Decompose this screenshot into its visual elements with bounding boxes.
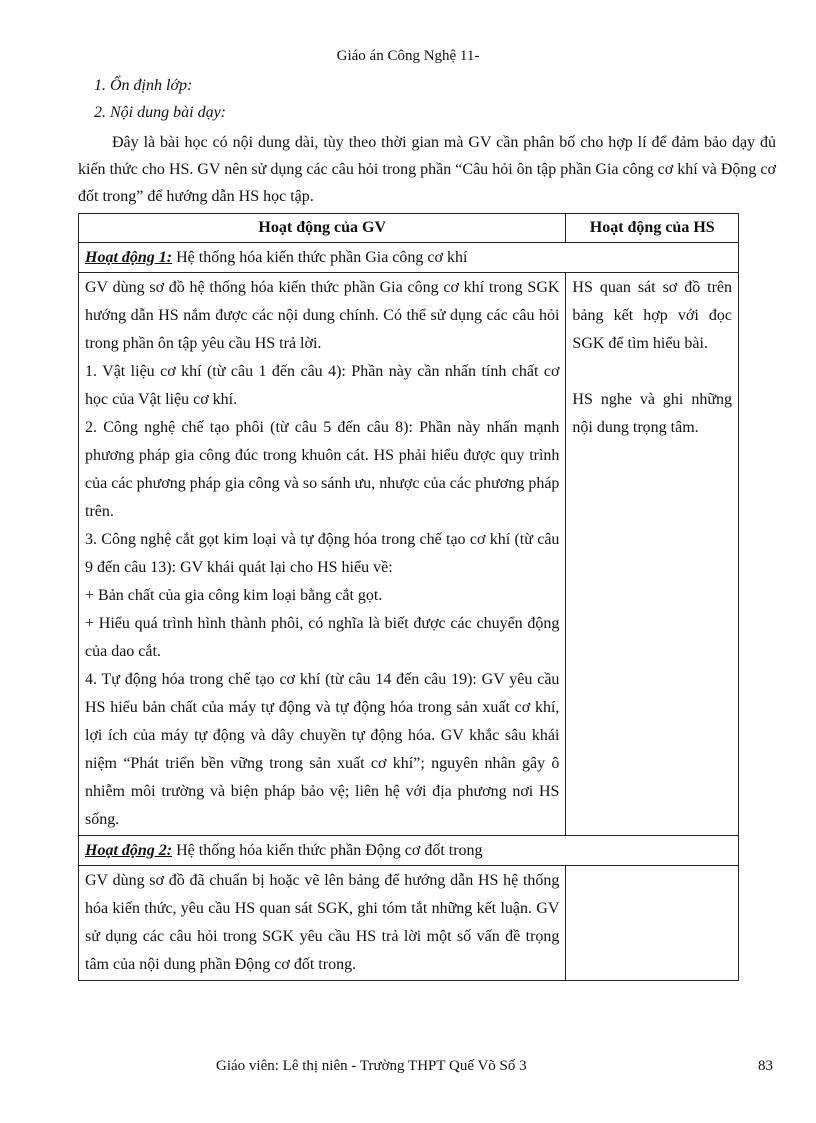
activity2-title-row xyxy=(79,836,739,866)
activity1-title-row xyxy=(79,243,739,273)
activity2-title xyxy=(79,836,739,866)
activity2-title-text: Hệ thống hóa kiến thức phần Động cơ đốt trong xyxy=(172,842,483,859)
activity2-hs-cell xyxy=(566,866,739,981)
activity1-content-row xyxy=(79,273,739,836)
activity1-gv-paragraph: 2. Công nghệ chế tạo phôi (từ câu 5 đến câu 8): Phần này nhấn mạnh phương pháp gia công đúc trong khuôn cát. HS phải hiểu được quy trình của các phương pháp gia công và so sánh ưu, nhược của các phương pháp trên. xyxy=(85,419,560,520)
section-item-lesson-content: 2. Nội dung bài dạy: xyxy=(94,104,226,121)
activity1-gv-paragraph: 1. Vật liệu cơ khí (từ câu 1 đến câu 4): Phần này cần nhấn tính chất cơ học của Vật liệu cơ khí. xyxy=(85,363,560,408)
activity1-gv-paragraph: 3. Công nghệ cắt gọt kim loại và tự động hóa trong chế tạo cơ khí (từ câu 9 đến câu 13): GV khái quát lại cho HS hiểu về: xyxy=(85,531,560,576)
activity1-hs-paragraph: HS nghe và ghi những nội dung trọng tâm. xyxy=(572,391,732,436)
activity1-title xyxy=(79,243,739,273)
activity1-title-text: Hệ thống hóa kiến thức phần Gia công cơ khí xyxy=(172,249,468,266)
activity1-gv-cell xyxy=(79,273,566,836)
activity2-content-row xyxy=(79,866,739,981)
activity1-label: Hoạt động 1: xyxy=(85,249,173,266)
section-item-class-stabilization: 1. Ổn định lớp: xyxy=(94,77,193,94)
intro-paragraph: Đây là bài học có nội dung dài, tùy theo thời gian mà GV cần phân bố cho hợp lí để đảm bảo dạy đủ kiến thức cho HS. GV nên sử dụng các câu hỏi trong phần “Câu hỏi ôn tập phần Gia công cơ khí và Động cơ đốt trong” để hướng dẫn HS học tập. xyxy=(78,134,776,205)
activity2-gv-paragraph: GV dùng sơ đồ đã chuẩn bị hoặc vẽ lên bảng để hướng dẫn HS hệ thống hóa kiến thức, yêu cầu HS quan sát SGK, ghi tóm tắt những kết luận. GV sử dụng các câu hỏi trong SGK yêu cầu HS trả lời một số vấn đề trọng tâm của nội dung phần Động cơ đốt trong. xyxy=(85,872,560,973)
header-teacher-activity: Hoạt động của GV xyxy=(79,214,566,243)
activity2-label: Hoạt động 2: xyxy=(85,842,173,859)
activity-table xyxy=(78,213,739,981)
activity1-hs-paragraph: HS quan sát sơ đồ trên bảng kết hợp với đọc SGK để tìm hiểu bài. xyxy=(572,279,732,352)
activity2-gv-cell xyxy=(79,866,566,981)
header-student-activity: Hoạt động của HS xyxy=(566,214,739,243)
activity1-gv-paragraph: + Hiểu quá trình hình thành phôi, có nghĩa là biết được các chuyển động của dao cắt. xyxy=(85,615,560,660)
activity1-hs-cell xyxy=(566,273,739,836)
activity1-gv-paragraph: GV dùng sơ đồ hệ thống hóa kiến thức phần Gia công cơ khí trong SGK hướng dẫn HS nắm được các nội dung chính. Có thể sử dụng các câu hỏi trong phần ôn tập yêu cầu HS trả lời. xyxy=(85,279,560,352)
table-header-row xyxy=(79,214,739,243)
activity1-gv-paragraph: + Bản chất của gia công kim loại bằng cắt gọt. xyxy=(85,587,383,604)
activity1-gv-paragraph: 4. Tự động hóa trong chế tạo cơ khí (từ câu 14 đến câu 19): GV yêu cầu HS hiểu bản chất của máy tự động và tự động hóa trong sản xuất cơ khí, lợi ích của máy tự động và dây chuyền tự động hóa. GV khắc sâu khái niệm “Phát triển bền vững trong sản xuất cơ khí”; nguyên nhân gây ô nhiễm môi trường và biện pháp bảo vệ; liên hệ với địa phương nơi HS sống. xyxy=(85,671,560,828)
page-number: 83 xyxy=(758,1058,773,1074)
page-header: Giáo án Công Nghệ 11- xyxy=(336,48,480,64)
footer-teacher-school: Giáo viên: Lê thị niên - Trường THPT Quế Võ Số 3 xyxy=(216,1058,527,1074)
